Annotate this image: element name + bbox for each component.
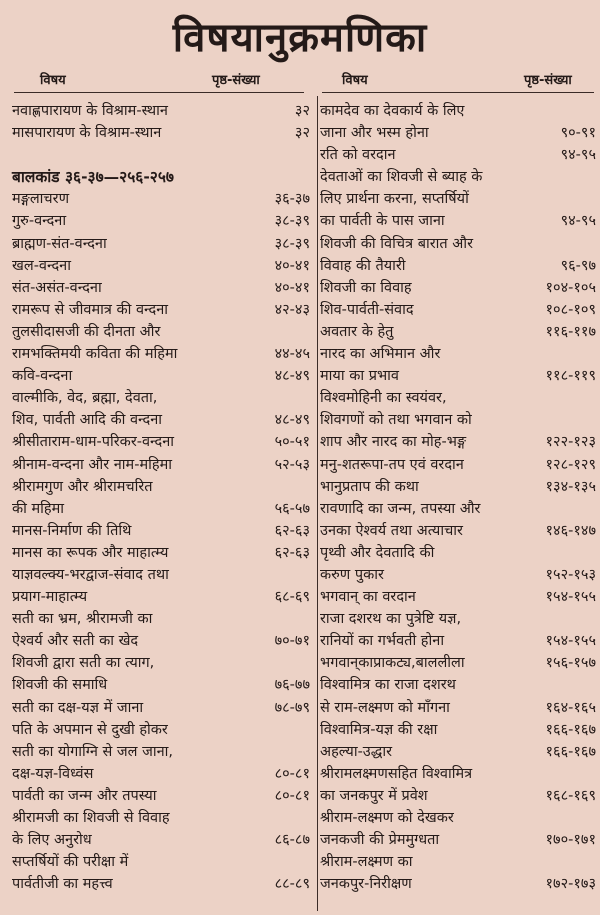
entry-page-range: ४२-४३ bbox=[274, 301, 310, 318]
index-entry bbox=[320, 166, 596, 188]
entry-title: रामरूप से जीवमात्र की वन्दना bbox=[12, 301, 169, 318]
index-entry bbox=[12, 520, 310, 542]
entry-title: पति के अपमान से दुखी होकर bbox=[12, 721, 168, 738]
left-page-header: पृष्ठ-संख्या bbox=[212, 73, 260, 88]
index-entry bbox=[12, 741, 310, 763]
entry-page-range: १५६-१५७ bbox=[545, 655, 596, 672]
entry-page-range: ८६-८७ bbox=[274, 832, 310, 849]
index-entry bbox=[320, 741, 596, 763]
index-entry bbox=[12, 299, 310, 321]
entry-page-range: ९०-९१ bbox=[560, 125, 596, 142]
index-entry bbox=[320, 454, 596, 476]
index-entry bbox=[12, 608, 310, 630]
entry-page-range: ४०-४१ bbox=[274, 257, 310, 274]
entry-page-range: ८८-८९ bbox=[274, 876, 310, 893]
entry-page-range: १६६-१६७ bbox=[545, 721, 596, 738]
entry-page-range: १७२-१७३ bbox=[545, 876, 596, 893]
entry-title: लिए प्रार्थना करना, सप्तर्षियों bbox=[320, 191, 469, 208]
index-entry bbox=[12, 476, 310, 498]
entry-title: शिवजी की विचित्र बारात और bbox=[320, 235, 474, 252]
index-entry bbox=[12, 409, 310, 431]
index-entry bbox=[12, 851, 310, 873]
index-entry bbox=[320, 210, 596, 232]
entry-title: प्रयाग-माहात्म्य bbox=[12, 589, 88, 606]
entry-page-range: ३२ bbox=[294, 103, 310, 119]
entry-title: जाना और भस्म होना bbox=[320, 125, 429, 142]
entry-page-range: १२२-१२३ bbox=[545, 434, 596, 451]
index-entry bbox=[320, 343, 596, 365]
index-entry bbox=[12, 763, 310, 785]
entry-title: भानुप्रताप की कथा bbox=[320, 478, 419, 495]
index-entry bbox=[320, 409, 596, 431]
index-entry bbox=[320, 807, 596, 829]
entry-page-range: ५२-५३ bbox=[274, 456, 310, 473]
entry-title: ब्राह्मण-संत-वन्दना bbox=[12, 235, 107, 252]
index-entry bbox=[320, 586, 596, 608]
index-entry bbox=[320, 387, 596, 409]
entry-title: अहल्या-उद्धार bbox=[320, 743, 393, 760]
entry-title: श्रीराम-लक्ष्मण का bbox=[320, 854, 413, 871]
entry-title: करुण पुकार bbox=[320, 566, 384, 583]
entry-title: नवाह्णपारायण के विश्राम-स्थान bbox=[12, 103, 168, 119]
entry-title: संत-असंत-वन्दना bbox=[12, 279, 102, 296]
entry-page-range: १५४-१५५ bbox=[545, 633, 596, 650]
column-divider bbox=[317, 96, 318, 911]
entry-title: रति को वरदान bbox=[320, 147, 396, 164]
entry-page-range: ३२ bbox=[294, 125, 310, 142]
entry-title: सती का भ्रम, श्रीरामजी का bbox=[12, 611, 153, 628]
entry-title: पार्वती का जन्म और तपस्या bbox=[12, 787, 157, 804]
entry-title: भगवान्‌काप्राकट्य,बाललीला bbox=[320, 655, 465, 672]
index-entry bbox=[320, 763, 596, 785]
entry-page-range: ८०-८१ bbox=[274, 765, 310, 782]
right-column bbox=[320, 100, 596, 895]
entry-title: सती का योगाग्नि से जल जाना, bbox=[12, 743, 174, 760]
index-entry bbox=[12, 188, 310, 210]
entry-title: रामभक्तिमयी कविता की महिमा bbox=[12, 346, 178, 363]
index-entry bbox=[12, 873, 310, 895]
entry-title: शाप और नारद का मोह-भङ्ग bbox=[320, 434, 467, 451]
entry-title: खल-वन्दना bbox=[12, 257, 71, 274]
entry-title: मङ्गलाचरण bbox=[12, 191, 70, 208]
entry-page-range: ४४-४५ bbox=[274, 346, 310, 363]
entry-page-range: १५४-१५५ bbox=[545, 589, 596, 606]
entry-page-range: ६८-६९ bbox=[274, 589, 310, 606]
index-entry bbox=[320, 873, 596, 895]
entry-title: तुलसीदासजी की दीनता और bbox=[12, 323, 161, 340]
entry-page-range: १०८-१०९ bbox=[545, 301, 596, 318]
entry-title: श्रीरामगुण और श्रीरामचरित bbox=[12, 478, 153, 495]
entry-page-range: १६८-१६९ bbox=[545, 787, 596, 804]
index-entry bbox=[320, 697, 596, 719]
index-entry bbox=[12, 100, 310, 122]
index-entry bbox=[320, 630, 596, 652]
entry-page-range: ४८-४९ bbox=[274, 368, 310, 385]
index-entry bbox=[320, 255, 596, 277]
entry-title: शिवजी द्वारा सती का त्याग, bbox=[12, 655, 155, 672]
entry-title: विश्वामित्र-यज्ञ की रक्षा bbox=[320, 721, 438, 738]
index-entry bbox=[12, 542, 310, 564]
entry-title: से राम-लक्ष्मण को माँगना bbox=[320, 699, 450, 716]
entry-page-range: ३८-३९ bbox=[274, 235, 310, 252]
index-entry bbox=[320, 476, 596, 498]
entry-page-range: ११८-११९ bbox=[545, 368, 596, 385]
entry-title: बालकांड ३६-३७—२५६-२५७ bbox=[12, 168, 174, 187]
index-entry bbox=[12, 255, 310, 277]
index-entry bbox=[320, 233, 596, 255]
header-rule-left bbox=[14, 92, 304, 93]
entry-page-range: १७०-१७१ bbox=[545, 832, 596, 849]
entry-page-range: ७८-७९ bbox=[274, 699, 310, 716]
index-entry bbox=[12, 498, 310, 520]
index-entry bbox=[320, 277, 596, 299]
index-entry bbox=[320, 431, 596, 453]
right-subject-header: विषय bbox=[342, 73, 368, 88]
index-entry bbox=[12, 586, 310, 608]
entry-title: शिव-पार्वती-संवाद bbox=[320, 301, 414, 318]
index-entry bbox=[320, 652, 596, 674]
index-entry bbox=[320, 542, 596, 564]
entry-page-range: ४०-४१ bbox=[274, 279, 310, 296]
entry-page-range: १०४-१०५ bbox=[545, 279, 596, 296]
index-entry bbox=[12, 785, 310, 807]
index-entry bbox=[320, 365, 596, 387]
entry-title: दक्ष-यज्ञ-विध्वंस bbox=[12, 765, 94, 782]
entry-page-range: ७६-७७ bbox=[274, 677, 310, 694]
entry-page-range: १५२-१५३ bbox=[545, 566, 596, 583]
index-entry bbox=[12, 387, 310, 409]
index-entry bbox=[12, 829, 310, 851]
entry-page-range: १६४-१६५ bbox=[545, 699, 596, 716]
index-entry bbox=[320, 829, 596, 851]
entry-title: जनकपुर-निरीक्षण bbox=[320, 876, 412, 893]
entry-title: पार्वतीजी का महत्त्व bbox=[12, 876, 113, 893]
entry-title: याज्ञवल्क्य-भरद्वाज-संवाद तथा bbox=[12, 566, 169, 583]
header-rule-right bbox=[322, 92, 594, 93]
entry-title: राजा दशरथ का पुत्रेष्टि यज्ञ, bbox=[320, 611, 462, 628]
index-entry bbox=[12, 697, 310, 719]
index-entry bbox=[12, 431, 310, 453]
index-entry bbox=[320, 719, 596, 741]
index-entry bbox=[12, 277, 310, 299]
index-entry bbox=[12, 564, 310, 586]
entry-title: की महिमा bbox=[12, 500, 65, 517]
entry-title: श्रीरामजी का शिवजी से विवाह bbox=[12, 810, 170, 826]
entry-title: सती का दक्ष-यज्ञ में जाना bbox=[12, 699, 144, 716]
entry-title: गुरु-वन्दना bbox=[12, 213, 67, 230]
index-entry bbox=[320, 321, 596, 343]
index-entry bbox=[12, 807, 310, 829]
index-entry bbox=[12, 454, 310, 476]
index-entry bbox=[12, 343, 310, 365]
entry-title: शिव, पार्वती आदि की वन्दना bbox=[12, 412, 163, 429]
entry-title: सप्तर्षियों की परीक्षा में bbox=[12, 854, 129, 871]
entry-page-range: १२८-१२९ bbox=[545, 456, 596, 473]
entry-title: श्रीराम-लक्ष्मण को देखकर bbox=[320, 810, 454, 826]
entry-page-range: ९६-९७ bbox=[560, 257, 596, 274]
entry-page-range: १३४-१३५ bbox=[545, 478, 596, 495]
index-entry bbox=[12, 321, 310, 343]
index-entry bbox=[12, 719, 310, 741]
entry-title: अवतार के हेतु bbox=[320, 323, 394, 340]
left-subject-header: विषय bbox=[40, 73, 66, 88]
entry-page-range: ६२-६३ bbox=[274, 544, 310, 561]
entry-title: मनु-शतरूपा-तप एवं वरदान bbox=[320, 456, 464, 473]
entry-title: माया का प्रभाव bbox=[320, 368, 399, 385]
index-entry bbox=[320, 520, 596, 542]
entry-title: भगवान् का वरदान bbox=[320, 589, 416, 606]
right-page-header: पृष्ठ-संख्या bbox=[524, 73, 572, 88]
entry-title: विश्वामित्र का राजा दशरथ bbox=[320, 677, 456, 694]
entry-title: वाल्मीकि, वेद, ब्रह्मा, देवता, bbox=[12, 390, 158, 407]
entry-title: का जनकपुर में प्रवेश bbox=[320, 787, 428, 804]
entry-title: कामदेव का देवकार्य के लिए bbox=[320, 103, 465, 119]
index-entry bbox=[320, 608, 596, 630]
entry-page-range: ४८-४९ bbox=[274, 412, 310, 429]
index-entry bbox=[320, 188, 596, 210]
entry-title: विवाह की तैयारी bbox=[320, 257, 406, 274]
entry-page-range: ९४-९५ bbox=[560, 213, 596, 230]
index-entry bbox=[12, 365, 310, 387]
entry-title: श्रीसीताराम-धाम-परिकर-वन्दना bbox=[12, 434, 175, 451]
index-entry bbox=[320, 564, 596, 586]
entry-title: शिवगणों को तथा भगवान को bbox=[320, 412, 472, 429]
entry-page-range: ७०-७१ bbox=[274, 633, 310, 650]
page-title: विषयानुक्रमणिका bbox=[172, 15, 428, 61]
index-entry bbox=[12, 652, 310, 674]
index-entry bbox=[12, 630, 310, 652]
index-entry bbox=[320, 144, 596, 166]
entry-title: श्रीनाम-वन्दना और नाम-महिमा bbox=[12, 456, 173, 473]
index-entry bbox=[320, 299, 596, 321]
index-entry bbox=[12, 144, 310, 166]
entry-title: विश्वमोहिनी का स्वयंवर, bbox=[320, 390, 447, 407]
entry-title: मानस का रूपक और माहात्म्य bbox=[12, 544, 169, 561]
index-entry bbox=[12, 122, 310, 144]
entry-title: कवि-वन्दना bbox=[12, 368, 73, 385]
entry-title: मासपारायण के विश्राम-स्थान bbox=[12, 125, 162, 142]
entry-title: रानियों का गर्भवती होना bbox=[320, 633, 445, 650]
entry-title: के लिए अनुरोध bbox=[12, 832, 92, 849]
entry-title: नारद का अभिमान और bbox=[320, 346, 441, 363]
entry-title: शिवजी का विवाह bbox=[320, 279, 412, 296]
index-entry bbox=[320, 122, 596, 144]
index-entry bbox=[320, 785, 596, 807]
entry-page-range: १४६-१४७ bbox=[545, 522, 596, 539]
entry-page-range: १६६-१६७ bbox=[545, 743, 596, 760]
entry-title: पृथ्वी और देवतादि की bbox=[320, 544, 435, 561]
index-entry bbox=[320, 851, 596, 873]
entry-title: मानस-निर्माण की तिथि bbox=[12, 522, 132, 539]
entry-page-range: ५६-५७ bbox=[274, 500, 310, 517]
entry-page-range: ८०-८१ bbox=[274, 787, 310, 804]
entry-title: रावणादि का जन्म, तपस्या और bbox=[320, 500, 481, 517]
index-entry bbox=[320, 100, 596, 122]
index-entry bbox=[12, 674, 310, 696]
entry-page-range: ३६-३७ bbox=[274, 191, 310, 208]
entry-page-range: ११६-११७ bbox=[545, 323, 596, 340]
entry-title: जनकजी की प्रेममुग्धता bbox=[320, 832, 440, 849]
entry-page-range: ६२-६३ bbox=[274, 522, 310, 539]
entry-title: देवताओं का शिवजी से ब्याह के bbox=[320, 169, 483, 186]
index-entry bbox=[12, 210, 310, 232]
index-entry bbox=[320, 674, 596, 696]
entry-title: उनका ऐश्वर्य तथा अत्याचार bbox=[320, 522, 463, 539]
index-entry bbox=[320, 498, 596, 520]
left-column bbox=[12, 100, 310, 895]
index-entry bbox=[12, 233, 310, 255]
entry-title: का पार्वती के पास जाना bbox=[320, 213, 445, 230]
entry-page-range: ९४-९५ bbox=[560, 147, 596, 164]
entry-title: श्रीरामलक्ष्मणसहित विश्वामित्र bbox=[320, 765, 473, 782]
entry-title: शिवजी की समाधि bbox=[12, 677, 108, 694]
entry-page-range: ३८-३९ bbox=[274, 213, 310, 230]
index-entry bbox=[12, 166, 310, 188]
entry-page-range: ५०-५१ bbox=[274, 434, 310, 451]
entry-title: ऐश्वर्य और सती का खेद bbox=[12, 633, 139, 650]
